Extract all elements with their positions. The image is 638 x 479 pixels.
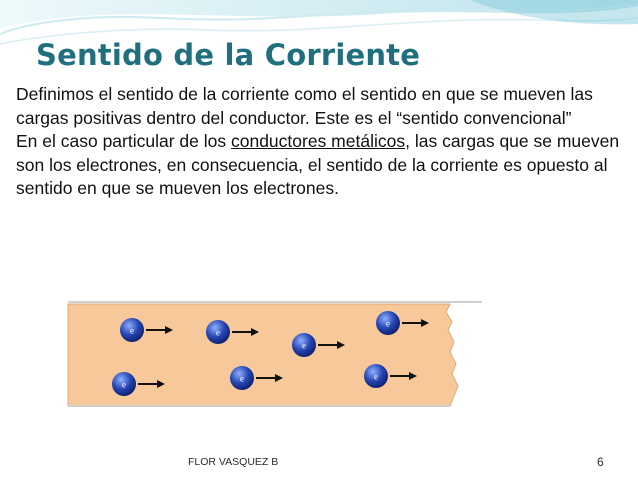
body-text xyxy=(16,83,628,201)
paragraph-metallic-conductors xyxy=(16,130,628,201)
electron-label: e xyxy=(240,373,244,384)
paragraph-text-end: , las cargas que se mueven son los electrones, en consecuencia, el sentido de la corriente es opuesto al sentido en que se mueven los electrones. xyxy=(16,131,620,198)
electron-label: e xyxy=(122,379,126,390)
page-number: 6 xyxy=(597,455,604,469)
paragraph-text-start: En el caso particular de los xyxy=(16,131,231,151)
electron-label: e xyxy=(130,325,134,336)
conductor-diagram xyxy=(66,300,484,408)
paragraph-conventional-direction: Definimos el sentido de la corriente como el sentido en que se mueven las cargas positivas dentro del conductor. Este es el “sentido convencional” xyxy=(16,84,593,128)
electron-label: e xyxy=(386,318,390,329)
electron-label: e xyxy=(302,340,306,351)
electron-label: e xyxy=(374,371,378,382)
slide-title: Sentido de la Corriente xyxy=(36,38,421,72)
electron-label: e xyxy=(216,327,220,338)
metallic-conductors-link: conductores metálicos xyxy=(230,131,406,151)
footer-author: FLOR VASQUEZ B xyxy=(188,456,279,468)
